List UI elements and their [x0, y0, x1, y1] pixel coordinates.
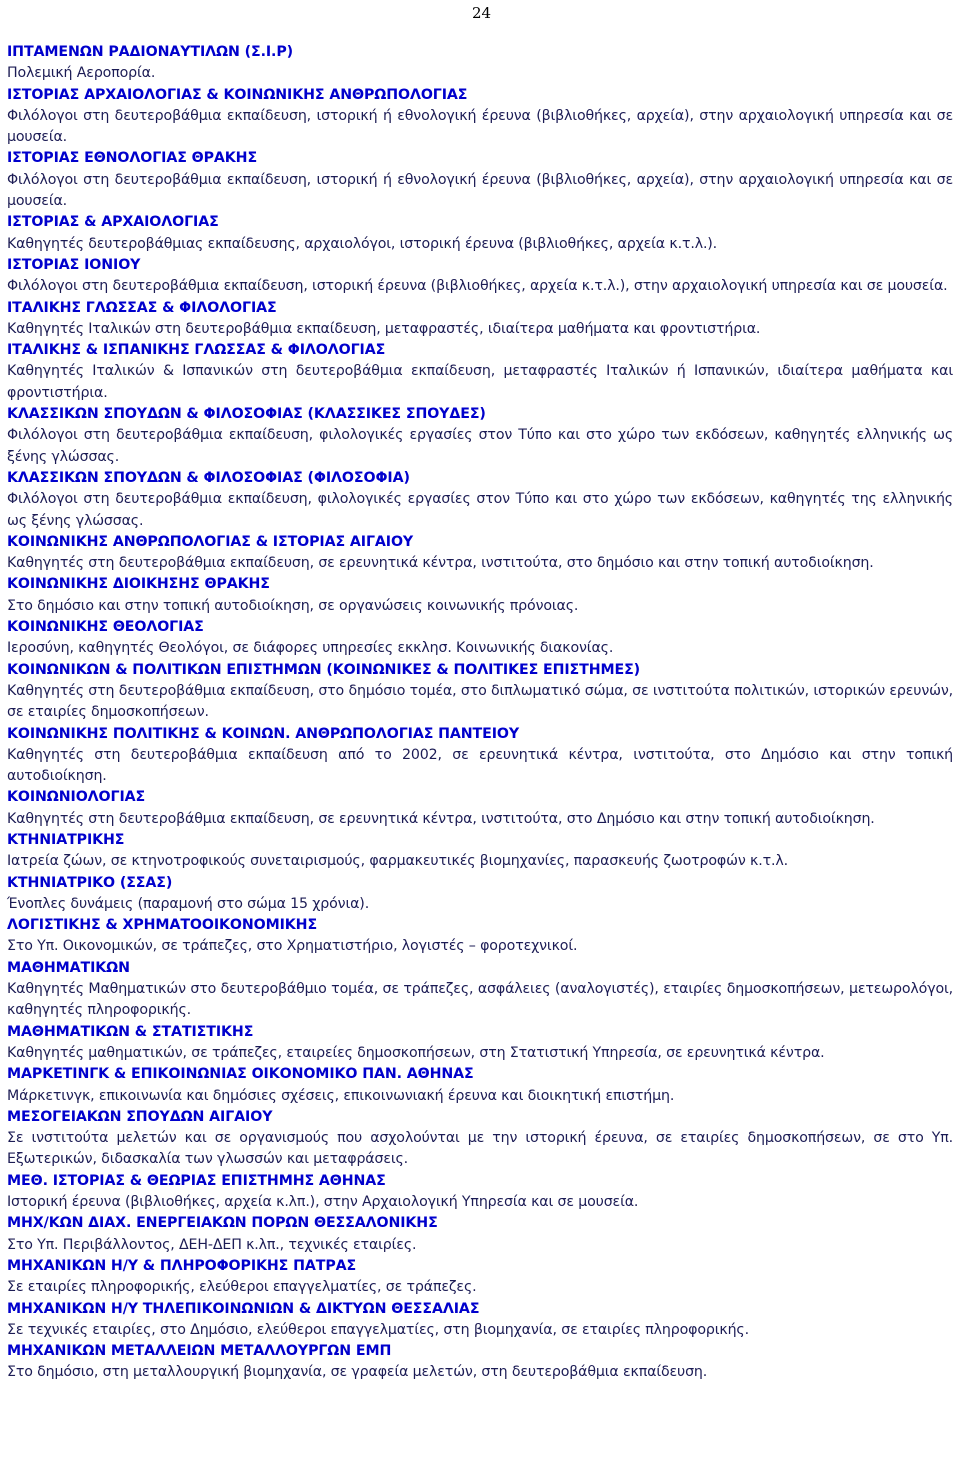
department-heading: ΜΑΡΚΕΤΙΝΓΚ & ΕΠΙΚΟΙΝΩΝΙΑΣ ΟΙΚΟΝΟΜΙΚΟ ΠΑΝ. ΑΘΗΝΑΣ: [7, 1066, 474, 1083]
department-heading: ΙΣΤΟΡΙΑΣ ΙΟΝΙΟΥ: [7, 256, 141, 273]
department-heading: ΙΤΑΛΙΚΗΣ ΓΛΩΣΣΑΣ & ΦΙΛΟΛΟΓΙΑΣ: [7, 299, 277, 316]
department-heading: ΚΟΙΝΩΝΙΚΗΣ ΑΝΘΡΩΠΟΛΟΓΙΑΣ & ΙΣΤΟΡΙΑΣ ΑΙΓΑΙΟΥ: [7, 533, 414, 550]
career-description: Καθηγητές στη δευτεροβάθμια εκπαίδευση, στο δημόσιο τομέα, στο διπλωματικό σώμα, σε ινστιτούτα πολιτικών, ιστορικών ερευνών, σε εταιρίες δημοσκοπήσεων.: [7, 682, 953, 721]
department-heading: ΚΟΙΝΩΝΙΚΗΣ ΘΕΟΛΟΓΙΑΣ: [7, 619, 204, 636]
department-heading: ΜΕΘ. ΙΣΤΟΡΙΑΣ & ΘΕΩΡΙΑΣ ΕΠΙΣΤΗΜΗΣ ΑΘΗΝΑΣ: [7, 1172, 386, 1189]
department-entry: [7, 617, 953, 660]
department-entry: [7, 1213, 953, 1256]
career-description: Καθηγητές Μαθηματικών στο δευτεροβάθμιο τομέα, σε τράπεζες, ασφάλειες (αναλογιστές), εταιρίες δημοσκοπήσεων, μετεωρολόγοι, καθηγητές πληροφορικής.: [7, 981, 953, 1019]
career-description: Στο δημόσιο και στην τοπική αυτοδιοίκηση, σε οργανώσεις κοινωνικής πρόνοιας.: [7, 597, 579, 614]
department-heading: ΙΤΑΛΙΚΗΣ & ΙΣΠΑΝΙΚΗΣ ΓΛΩΣΣΑΣ & ΦΙΛΟΛΟΓΙΑΣ: [7, 342, 386, 359]
department-entry: [7, 830, 953, 873]
department-heading: ΜΑΘΗΜΑΤΙΚΩΝ & ΣΤΑΤΙΣΤΙΚΗΣ: [7, 1023, 254, 1040]
department-heading: ΚΟΙΝΩΝΙΚΗΣ ΔΙΟΙΚΗΣΗΣ ΘΡΑΚΗΣ: [7, 576, 270, 593]
department-entry: [7, 958, 953, 1022]
department-heading: ΜΑΘΗΜΑΤΙΚΩΝ: [7, 959, 130, 976]
department-heading: ΜΗΧΑΝΙΚΩΝ ΜΕΤΑΛΛΕΙΩΝ ΜΕΤΑΛΛΟΥΡΓΩΝ ΕΜΠ: [7, 1343, 392, 1360]
career-description: Ιεροσύνη, καθηγητές Θεολόγοι, σε διάφορες υπηρεσίες εκκλησ. Κοινωνικής διακονίας.: [7, 640, 614, 657]
department-entry: [7, 1171, 953, 1214]
department-entry: [7, 212, 953, 255]
department-heading: ΚΛΑΣΣΙΚΩΝ ΣΠΟΥΔΩΝ & ΦΙΛΟΣΟΦΙΑΣ (ΚΛΑΣΣΙΚΕΣ ΣΠΟΥΔΕΣ): [7, 406, 486, 423]
department-entry: [7, 1022, 953, 1065]
career-description: Καθηγητές μαθηματικών, σε τράπεζες, εταιρείες δημοσκοπήσεων, στη Στατιστική Υπηρεσία, σε ερευνητικά κέντρα.: [7, 1044, 825, 1061]
page-number: 24: [472, 4, 492, 22]
department-entry: [7, 1341, 953, 1384]
department-entry: [7, 85, 953, 149]
career-description: Στο Υπ. Περιβάλλοντος, ΔΕΗ-ΔΕΠ κ.λπ., τεχνικές εταιρίες.: [7, 1236, 417, 1253]
department-entry: [7, 1107, 953, 1171]
career-description: Φιλόλογοι στη δευτεροβάθμια εκπαίδευση, ιστορική ή εθνολογική έρευνα (βιβλιοθήκες, αρχεία), στην αρχαιολογική υπηρεσία και σε μουσεία.: [7, 171, 953, 210]
career-description: Καθηγητές στη δευτεροβάθμια εκπαίδευση, σε ερευνητικά κέντρα, ινστιτούτα, στο Δημόσιο και στην τοπική αυτοδιοίκηση.: [7, 810, 875, 827]
department-heading: ΙΣΤΟΡΙΑΣ ΕΘΝΟΛΟΓΙΑΣ ΘΡΑΚΗΣ: [7, 150, 258, 167]
department-entry: [7, 340, 953, 404]
career-description: Ιστορική έρευνα (βιβλιοθήκες, αρχεία κ.λπ.), στην Αρχαιολογική Υπηρεσία και σε μουσεία.: [7, 1194, 639, 1211]
department-heading: ΚΟΙΝΩΝΙΚΗΣ ΠΟΛΙΤΙΚΗΣ & ΚΟΙΝΩΝ. ΑΝΘΡΩΠΟΛΟΓΙΑΣ ΠΑΝΤΕΙΟΥ: [7, 725, 520, 742]
department-heading: ΚΤΗΝΙΑΤΡΙΚΟ (ΣΣΑΣ): [7, 874, 173, 891]
department-heading: ΙΠΤΑΜΕΝΩΝ ΡΑΔΙΟΝΑΥΤΙΛΩΝ (Σ.Ι.Ρ): [7, 44, 294, 60]
department-entry: [7, 255, 953, 298]
department-entry: [7, 298, 953, 341]
department-heading: ΙΣΤΟΡΙΑΣ & ΑΡΧΑΙΟΛΟΓΙΑΣ: [7, 214, 219, 231]
department-entry: [7, 574, 953, 617]
career-description: Φιλόλογοι στη δευτεροβάθμια εκπαίδευση, φιλολογικές εργασίες στον Τύπο και στο χώρο των εκδόσεων, καθηγητές της ελληνικής ως ξένης γλώσσας.: [7, 491, 953, 529]
department-entry: [7, 724, 953, 788]
career-description: Καθηγητές Ιταλικών & Ισπανικών στη δευτεροβάθμια εκπαίδευση, μεταφραστές Ιταλικών ή Ισπανικών, ιδιαίτερα μαθήματα και φροντιστήρια.: [7, 363, 953, 401]
career-description: Φιλόλογοι στη δευτεροβάθμια εκπαίδευση, ιστορική ή εθνολογική έρευνα (βιβλιοθήκες, αρχεία), στην αρχαιολογική υπηρεσία και σε μουσεία.: [7, 107, 953, 146]
career-description: Στο δημόσιο, στη μεταλλουργική βιομηχανία, σε γραφεία μελετών, στη δευτεροβάθμια εκπαίδευση.: [7, 1364, 708, 1381]
department-entry: [7, 660, 953, 724]
department-entry: [7, 1299, 953, 1342]
department-heading: ΚΤΗΝΙΑΤΡΙΚΗΣ: [7, 831, 125, 848]
career-description: Σε ινστιτούτα μελετών και σε οργανισμούς που ασχολούνται με την ιστορική έρευνα, σε εταιρίες δημοσκοπήσεων, σε στο Υπ. Εξωτερικών, διδασκαλία των γλωσσών και μεταφράσεις.: [7, 1130, 953, 1168]
department-entry: [7, 42, 953, 85]
department-heading: ΜΗΧΑΝΙΚΩΝ Η/Υ & ΠΛΗΡΟΦΟΡΙΚΗΣ ΠΑΤΡΑΣ: [7, 1257, 357, 1274]
department-heading: ΛΟΓΙΣΤΙΚΗΣ & ΧΡΗΜΑΤΟΟΙΚΟΝΟΜΙΚΗΣ: [7, 917, 318, 934]
department-entry: [7, 404, 953, 468]
department-heading: ΜΕΣΟΓΕΙΑΚΩΝ ΣΠΟΥΔΩΝ ΑΙΓΑΙΟΥ: [7, 1108, 273, 1125]
career-description: Ένοπλες δυνάμεις (παραμονή στο σώμα 15 χρόνια).: [7, 895, 370, 912]
department-entry: [7, 532, 953, 575]
career-description: Καθηγητές στη δευτεροβάθμια εκπαίδευση, σε ερευνητικά κέντρα, ινστιτούτα, στο δημόσιο και στην τοπική αυτοδιοίκηση.: [7, 555, 874, 572]
career-description: Καθηγητές στη δευτεροβάθμια εκπαίδευση από το 2002, σε ερευνητικά κέντρα, ινστιτούτα, στο Δημόσιο και στην τοπική αυτοδιοίκηση.: [7, 746, 953, 785]
department-heading: ΚΛΑΣΣΙΚΩΝ ΣΠΟΥΔΩΝ & ΦΙΛΟΣΟΦΙΑΣ (ΦΙΛΟΣΟΦΙΑ): [7, 469, 410, 486]
department-heading: ΙΣΤΟΡΙΑΣ ΑΡΧΑΙΟΛΟΓΙΑΣ & ΚΟΙΝΩΝΙΚΗΣ ΑΝΘΡΩΠΟΛΟΓΙΑΣ: [7, 86, 468, 103]
career-description: Σε τεχνικές εταιρίες, στο Δημόσιο, ελεύθεροι επαγγελματίες, στη βιομηχανία, σε εταιρίες πληροφορικής.: [7, 1321, 749, 1338]
career-description: Φιλόλογοι στη δευτεροβάθμια εκπαίδευση, ιστορική έρευνα (βιβλιοθήκες, αρχεία κ.τ.λ.), στην αρχαιολογική υπηρεσία και σε μουσεία.: [7, 278, 948, 295]
department-entry: [7, 148, 953, 212]
career-description: Μάρκετινγκ, επικοινωνία και δημόσιες σχέσεις, επικοινωνιακή έρευνα και διοικητική επιστήμη.: [7, 1087, 675, 1104]
department-heading: ΚΟΙΝΩΝΙΚΩΝ & ΠΟΛΙΤΙΚΩΝ ΕΠΙΣΤΗΜΩΝ (ΚΟΙΝΩΝΙΚΕΣ & ΠΟΛΙΤΙΚΕΣ ΕΠΙΣΤΗΜΕΣ): [7, 661, 641, 678]
career-description: Καθηγητές Ιταλικών στη δευτεροβάθμια εκπαίδευση, μεταφραστές, ιδιαίτερα μαθήματα και φροντιστήρια.: [7, 320, 761, 337]
career-description: Στο Υπ. Οικονομικών, σε τράπεζες, στο Χρηματιστήριο, λογιστές – φοροτεχνικοί.: [7, 938, 578, 955]
department-entry: [7, 468, 953, 532]
department-entry: [7, 787, 953, 830]
career-description: Πολεμική Αεροπορία.: [7, 65, 156, 82]
document-body: [7, 42, 953, 1384]
career-description: Καθηγητές δευτεροβάθμιας εκπαίδευσης, αρχαιολόγοι, ιστορική έρευνα (βιβλιοθήκες, αρχεία κ.τ.λ.).: [7, 235, 718, 252]
department-heading: ΜΗΧΑΝΙΚΩΝ Η/Υ ΤΗΛΕΠΙΚΟΙΝΩΝΙΩΝ & ΔΙΚΤΥΩΝ ΘΕΣΣΑΛΙΑΣ: [7, 1300, 480, 1317]
department-entry: [7, 1064, 953, 1107]
department-entry: [7, 1256, 953, 1299]
department-entry: [7, 915, 953, 958]
career-description: Φιλόλογοι στη δευτεροβάθμια εκπαίδευση, φιλολογικές εργασίες στον Τύπο και στο χώρο των εκδόσεων, καθηγητές ελληνικής ως ξένης γλώσσας.: [7, 427, 953, 465]
career-description: Ιατρεία ζώων, σε κτηνοτροφικούς συνεταιρισμούς, φαρμακευτικές βιομηχανίες, παρασκευής ζωοτροφών κ.τ.λ.: [7, 853, 788, 870]
career-description: Σε εταιρίες πληροφορικής, ελεύθεροι επαγγελματίες, σε τράπεζες.: [7, 1279, 477, 1296]
department-heading: ΚΟΙΝΩΝΙΟΛΟΓΙΑΣ: [7, 789, 146, 806]
department-heading: ΜΗΧ/ΚΩΝ ΔΙΑΧ. ΕΝΕΡΓΕΙΑΚΩΝ ΠΟΡΩΝ ΘΕΣΣΑΛΟΝΙΚΗΣ: [7, 1215, 438, 1232]
department-entry: [7, 873, 953, 916]
